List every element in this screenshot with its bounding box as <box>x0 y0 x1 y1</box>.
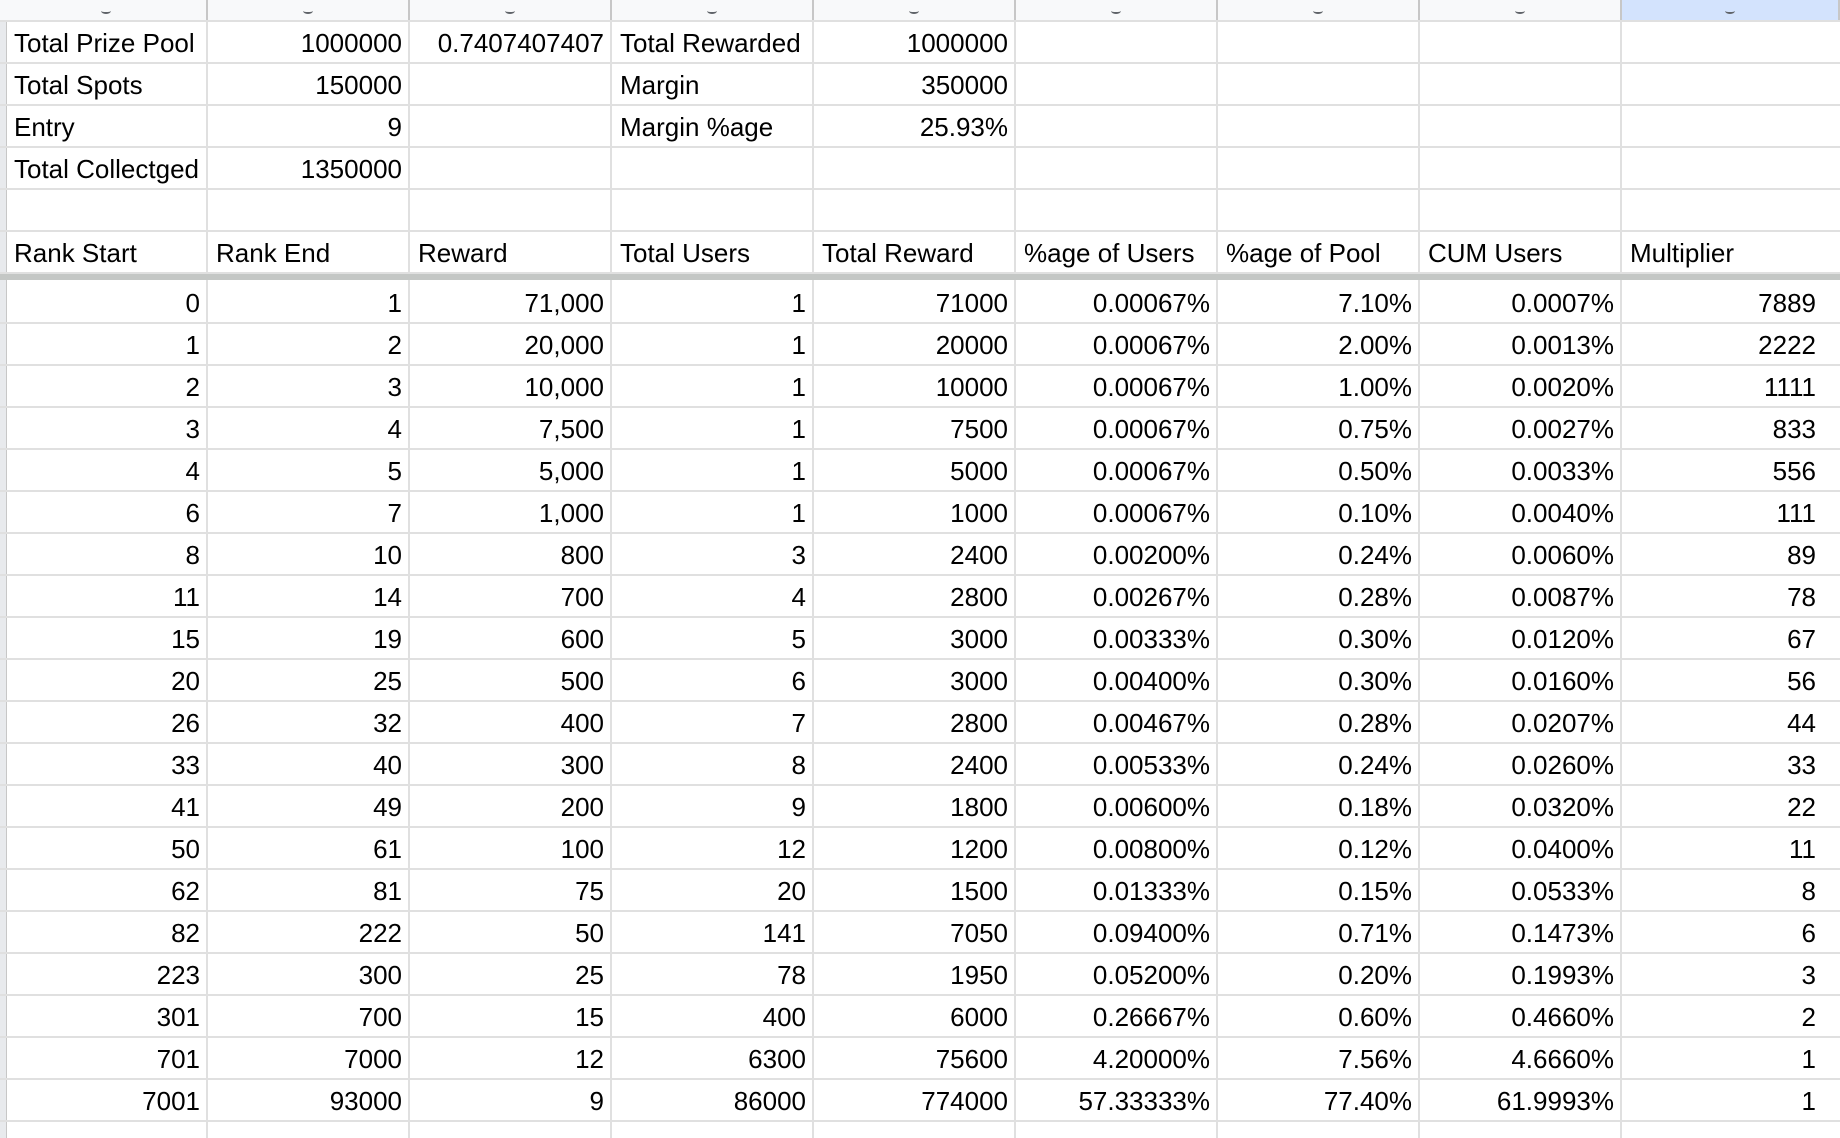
table-cell[interactable]: 2400 <box>950 750 1008 780</box>
column-header-3[interactable] <box>410 0 612 20</box>
table-cell[interactable]: 0.71% <box>1338 918 1412 948</box>
table-cell[interactable]: 1200 <box>950 834 1008 864</box>
table-cell[interactable]: 0.00067% <box>1092 330 1210 360</box>
table-cell[interactable]: 44 <box>1787 708 1816 738</box>
table-cell[interactable]: 57.33333% <box>1078 1086 1210 1116</box>
table-cell[interactable]: 223 <box>156 960 200 990</box>
summary-label-total-spots[interactable]: Total Spots <box>14 70 143 100</box>
table-cell[interactable]: 1 <box>1801 1086 1816 1116</box>
table-cell[interactable]: 7.10% <box>1338 288 1412 318</box>
table-cell[interactable]: 61 <box>373 834 402 864</box>
table-cell[interactable]: 7889 <box>1758 288 1816 318</box>
column-letter-glyph <box>505 8 515 14</box>
table-cell[interactable]: 78 <box>777 960 806 990</box>
column-header-4[interactable] <box>612 0 814 20</box>
column-letter-glyph <box>101 8 111 14</box>
table-header-cell[interactable]: CUM Users <box>1428 238 1563 268</box>
table-cell[interactable]: 556 <box>1772 456 1816 486</box>
table-cell[interactable]: 3 <box>387 372 402 402</box>
table-cell[interactable]: 2.00% <box>1338 330 1412 360</box>
table-cell[interactable]: 141 <box>762 918 806 948</box>
table-cell[interactable]: 0.30% <box>1338 666 1412 696</box>
table-cell[interactable]: 0.0087% <box>1511 582 1614 612</box>
table-cell[interactable]: 7500 <box>950 414 1008 444</box>
table-cell[interactable]: 1 <box>791 498 806 528</box>
table-cell[interactable]: 0.20% <box>1338 960 1412 990</box>
table-cell[interactable]: 0.00600% <box>1092 792 1210 822</box>
table-cell[interactable]: 0.00267% <box>1092 582 1210 612</box>
table-cell[interactable]: 111 <box>1776 498 1816 528</box>
column-letter-glyph <box>909 8 919 14</box>
table-cell[interactable]: 1 <box>791 414 806 444</box>
table-cell[interactable]: 7 <box>387 498 402 528</box>
table-cell[interactable]: 0.0400% <box>1511 834 1614 864</box>
table-cell[interactable]: 0.0027% <box>1511 414 1614 444</box>
table-cell[interactable]: 0.00333% <box>1092 624 1210 654</box>
table-cell[interactable]: 300 <box>560 750 604 780</box>
table-cell[interactable]: 0.0033% <box>1511 456 1614 486</box>
table-cell[interactable]: 0.00067% <box>1092 288 1210 318</box>
table-cell[interactable]: 3000 <box>950 624 1008 654</box>
table-cell[interactable]: 77.40% <box>1323 1086 1412 1116</box>
column-header-bar[interactable] <box>0 0 1840 22</box>
table-cell[interactable]: 8 <box>791 750 806 780</box>
table-cell[interactable]: 0.30% <box>1338 624 1412 654</box>
table-cell[interactable]: 89 <box>1787 540 1816 570</box>
summary-value-total-rewarded[interactable]: 1000000 <box>906 28 1008 58</box>
table-cell[interactable]: 222 <box>358 918 402 948</box>
column-header-6[interactable] <box>1016 0 1218 20</box>
table-cell[interactable]: 2 <box>387 330 402 360</box>
table-cell[interactable]: 11 <box>173 582 200 612</box>
table-cell[interactable]: 3000 <box>950 666 1008 696</box>
table-cell[interactable]: 0.50% <box>1338 456 1412 486</box>
column-letter-glyph <box>1515 8 1525 14</box>
table-cell[interactable]: 50 <box>171 834 200 864</box>
table-cell[interactable]: 0.0060% <box>1511 540 1614 570</box>
column-header-1[interactable] <box>6 0 208 20</box>
table-cell[interactable]: 0.00400% <box>1092 666 1210 696</box>
table-header-cell[interactable]: Reward <box>418 238 508 268</box>
column-header-7[interactable] <box>1218 0 1420 20</box>
table-cell[interactable]: 0.01333% <box>1092 876 1210 906</box>
table-cell[interactable]: 19 <box>373 624 402 654</box>
table-cell[interactable]: 61.9993% <box>1496 1086 1614 1116</box>
table-cell[interactable]: 2 <box>185 372 200 402</box>
column-letter-glyph <box>707 8 717 14</box>
table-cell[interactable]: 6 <box>791 666 806 696</box>
table-cell[interactable]: 93000 <box>329 1086 402 1116</box>
table-cell[interactable]: 32 <box>373 708 402 738</box>
table-cell[interactable]: 700 <box>560 582 604 612</box>
table-cell[interactable]: 0.0260% <box>1511 750 1614 780</box>
table-cell[interactable]: 0.26667% <box>1092 1002 1210 1032</box>
table-cell[interactable]: 20 <box>171 666 200 696</box>
table-cell[interactable]: 8 <box>1801 876 1816 906</box>
table-cell[interactable]: 15 <box>171 624 200 654</box>
table-cell[interactable]: 200 <box>560 792 604 822</box>
column-letter-glyph <box>303 8 313 14</box>
table-cell[interactable]: 7050 <box>950 918 1008 948</box>
table-cell[interactable]: 0.1473% <box>1511 918 1614 948</box>
table-cell[interactable]: 0.28% <box>1338 582 1412 612</box>
table-cell[interactable]: 7 <box>791 708 806 738</box>
column-letter-glyph <box>1313 8 1323 14</box>
table-cell[interactable]: 6 <box>185 498 200 528</box>
table-cell[interactable]: 20000 <box>935 330 1008 360</box>
column-header-2[interactable] <box>208 0 410 20</box>
summary-label-total-rewarded[interactable]: Total Rewarded <box>620 28 801 58</box>
summary-label-margin-pct[interactable]: Margin %age <box>620 112 774 142</box>
table-cell[interactable]: 700 <box>358 1002 402 1032</box>
table-cell[interactable]: 49 <box>373 792 402 822</box>
table-cell[interactable]: 62 <box>171 876 200 906</box>
table-cell[interactable]: 7001 <box>142 1086 200 1116</box>
summary-label-total-prize-pool[interactable]: Total Prize Pool <box>14 28 195 58</box>
table-cell[interactable]: 0.00067% <box>1092 414 1210 444</box>
table-cell[interactable]: 0.28% <box>1338 708 1412 738</box>
table-cell[interactable]: 0.09400% <box>1092 918 1210 948</box>
table-cell[interactable]: 75 <box>575 876 604 906</box>
table-cell[interactable]: 4 <box>387 414 402 444</box>
table-cell[interactable]: 2222 <box>1758 330 1816 360</box>
table-cell[interactable]: 0.0207% <box>1511 708 1614 738</box>
table-cell[interactable]: 0.0013% <box>1511 330 1614 360</box>
table-cell[interactable]: 0.18% <box>1338 792 1412 822</box>
table-cell[interactable]: 0.0320% <box>1511 792 1614 822</box>
table-cell[interactable]: 0.00067% <box>1092 498 1210 528</box>
table-header-cell[interactable]: %age of Pool <box>1226 238 1381 268</box>
summary-ratio[interactable]: 0.7407407407 <box>437 28 604 58</box>
table-cell[interactable]: 0.10% <box>1338 498 1412 528</box>
table-cell[interactable]: 774000 <box>921 1086 1008 1116</box>
table-cell[interactable]: 12 <box>777 834 806 864</box>
table-cell[interactable]: 75600 <box>935 1044 1008 1074</box>
table-cell[interactable]: 11 <box>1789 834 1816 864</box>
summary-value-margin[interactable]: 350000 <box>921 70 1008 100</box>
summary-label-total-collected[interactable]: Total Collectged <box>14 154 199 184</box>
table-cell[interactable]: 833 <box>1772 414 1816 444</box>
table-cell[interactable]: 50 <box>575 918 604 948</box>
table-cell[interactable]: 25 <box>575 960 604 990</box>
table-cell[interactable]: 8 <box>185 540 200 570</box>
table-cell[interactable]: 40 <box>373 750 402 780</box>
table-cell[interactable]: 71,000 <box>524 288 604 318</box>
table-cell[interactable]: 1500 <box>950 876 1008 906</box>
table-cell[interactable]: 1,000 <box>538 498 604 528</box>
table-cell[interactable]: 0.24% <box>1338 540 1412 570</box>
summary-value-margin-pct[interactable]: 25.93% <box>919 112 1008 142</box>
table-cell[interactable]: 0.05200% <box>1092 960 1210 990</box>
table-cell[interactable]: 301 <box>156 1002 200 1032</box>
table-cell[interactable]: 0 <box>185 288 200 318</box>
table-cell[interactable]: 400 <box>560 708 604 738</box>
table-header-cell[interactable]: Rank End <box>216 238 331 268</box>
table-cell[interactable]: 1 <box>791 330 806 360</box>
freeze-divider[interactable] <box>0 274 1840 280</box>
table-cell[interactable]: 800 <box>560 540 604 570</box>
table-cell[interactable]: 1800 <box>950 792 1008 822</box>
table-cell[interactable]: 1 <box>387 288 402 318</box>
table-cell[interactable]: 0.0160% <box>1511 666 1614 696</box>
table-cell[interactable]: 0.00067% <box>1092 456 1210 486</box>
column-letter-glyph <box>1725 8 1735 14</box>
table-cell[interactable]: 0.60% <box>1338 1002 1412 1032</box>
table-cell[interactable]: 0.0040% <box>1511 498 1614 528</box>
table-cell[interactable]: 0.00067% <box>1092 372 1210 402</box>
table-cell[interactable]: 22 <box>1787 792 1816 822</box>
table-cell[interactable]: 2 <box>1801 1002 1816 1032</box>
table-cell[interactable]: 1111 <box>1763 372 1816 402</box>
table-cell[interactable]: 1 <box>1801 1044 1816 1074</box>
table-cell[interactable]: 1.00% <box>1338 372 1412 402</box>
table-cell[interactable]: 2400 <box>950 540 1008 570</box>
table-cell[interactable]: 33 <box>1787 750 1816 780</box>
table-cell[interactable]: 1 <box>791 372 806 402</box>
table-cell[interactable]: 2800 <box>950 708 1008 738</box>
table-cell[interactable]: 82 <box>171 918 200 948</box>
table-cell[interactable]: 0.00800% <box>1092 834 1210 864</box>
table-header-cell[interactable]: Total Reward <box>822 238 974 268</box>
table-cell[interactable]: 33 <box>171 750 200 780</box>
table-cell[interactable]: 0.1993% <box>1511 960 1614 990</box>
table-cell[interactable]: 67 <box>1787 624 1816 654</box>
table-cell[interactable]: 4.20000% <box>1092 1044 1210 1074</box>
table-cell[interactable]: 300 <box>358 960 402 990</box>
table-cell[interactable]: 0.75% <box>1338 414 1412 444</box>
table-cell[interactable]: 3 <box>185 414 200 444</box>
summary-label-entry[interactable]: Entry <box>14 112 75 142</box>
table-cell[interactable]: 1950 <box>950 960 1008 990</box>
table-cell[interactable]: 0.00467% <box>1092 708 1210 738</box>
table-cell[interactable]: 0.15% <box>1338 876 1412 906</box>
table-cell[interactable]: 0.0533% <box>1511 876 1614 906</box>
table-cell[interactable]: 12 <box>575 1044 604 1074</box>
table-cell[interactable]: 0.0007% <box>1511 288 1614 318</box>
table-cell[interactable]: 26 <box>171 708 200 738</box>
table-cell[interactable]: 0.00533% <box>1092 750 1210 780</box>
table-cell[interactable]: 600 <box>560 624 604 654</box>
table-cell[interactable]: 2800 <box>950 582 1008 612</box>
table-cell[interactable]: 100 <box>560 834 604 864</box>
table-header-cell[interactable]: Total Users <box>620 238 751 268</box>
table-cell[interactable]: 15 <box>575 1002 604 1032</box>
table-cell[interactable]: 41 <box>171 792 200 822</box>
table-cell[interactable]: 0.00200% <box>1092 540 1210 570</box>
table-cell[interactable]: 78 <box>1787 582 1816 612</box>
table-cell[interactable]: 3 <box>791 540 806 570</box>
table-cell[interactable]: 56 <box>1787 666 1816 696</box>
table-cell[interactable]: 500 <box>560 666 604 696</box>
table-cell[interactable]: 20 <box>777 876 806 906</box>
table-cell[interactable]: 701 <box>156 1044 200 1074</box>
table-cell[interactable]: 400 <box>762 1002 806 1032</box>
table-cell[interactable]: 9 <box>791 792 806 822</box>
table-cell[interactable]: 20,000 <box>524 330 604 360</box>
column-letter-glyph <box>1111 8 1121 14</box>
table-header-cell[interactable]: %age of Users <box>1024 238 1195 268</box>
table-cell[interactable]: 6300 <box>748 1044 806 1074</box>
table-cell[interactable]: 9 <box>589 1086 604 1116</box>
summary-label-margin[interactable]: Margin <box>620 70 700 100</box>
table-cell[interactable]: 4 <box>185 456 200 486</box>
table-cell[interactable]: 1 <box>791 456 806 486</box>
table-cell[interactable]: 10000 <box>935 372 1008 402</box>
table-cell[interactable]: 10 <box>373 540 402 570</box>
table-cell[interactable]: 1 <box>185 330 200 360</box>
table-cell[interactable]: 81 <box>373 876 402 906</box>
table-header-cell[interactable]: Rank Start <box>14 238 137 268</box>
table-cell[interactable]: 4.6660% <box>1511 1044 1614 1074</box>
table-cell[interactable]: 71000 <box>935 288 1008 318</box>
table-cell[interactable]: 0.12% <box>1338 834 1412 864</box>
table-cell[interactable]: 86000 <box>733 1086 806 1116</box>
table-cell[interactable]: 7.56% <box>1338 1044 1412 1074</box>
table-cell[interactable]: 5 <box>387 456 402 486</box>
table-cell[interactable]: 5 <box>791 624 806 654</box>
table-cell[interactable]: 3 <box>1801 960 1816 990</box>
table-cell[interactable]: 14 <box>373 582 402 612</box>
table-cell[interactable]: 25 <box>373 666 402 696</box>
column-header-5[interactable] <box>814 0 1016 20</box>
summary-value-total-collected[interactable]: 1350000 <box>300 154 402 184</box>
table-cell[interactable]: 4 <box>791 582 806 612</box>
table-cell[interactable]: 0.4660% <box>1511 1002 1614 1032</box>
column-header-8[interactable] <box>1420 0 1622 20</box>
table-cell[interactable]: 0.0120% <box>1511 624 1614 654</box>
table-cell[interactable]: 0.0020% <box>1511 372 1614 402</box>
table-cell[interactable]: 0.24% <box>1338 750 1412 780</box>
column-header-9[interactable] <box>1622 0 1840 20</box>
table-cell[interactable]: 6 <box>1801 918 1816 948</box>
table-header-cell[interactable]: Multiplier <box>1630 238 1735 268</box>
table-cell[interactable]: 5,000 <box>538 456 604 486</box>
table-cell[interactable]: 6000 <box>950 1002 1008 1032</box>
table-cell[interactable]: 1000 <box>950 498 1008 528</box>
table-cell[interactable]: 5000 <box>950 456 1008 486</box>
table-cell[interactable]: 1 <box>791 288 806 318</box>
table-cell[interactable]: 7,500 <box>538 414 604 444</box>
summary-value-entry[interactable]: 9 <box>387 112 402 142</box>
table-cell[interactable]: 10,000 <box>524 372 604 402</box>
table-cell[interactable]: 7000 <box>344 1044 402 1074</box>
summary-value-total-spots[interactable]: 150000 <box>315 70 402 100</box>
summary-value-total-prize-pool[interactable]: 1000000 <box>300 28 402 58</box>
